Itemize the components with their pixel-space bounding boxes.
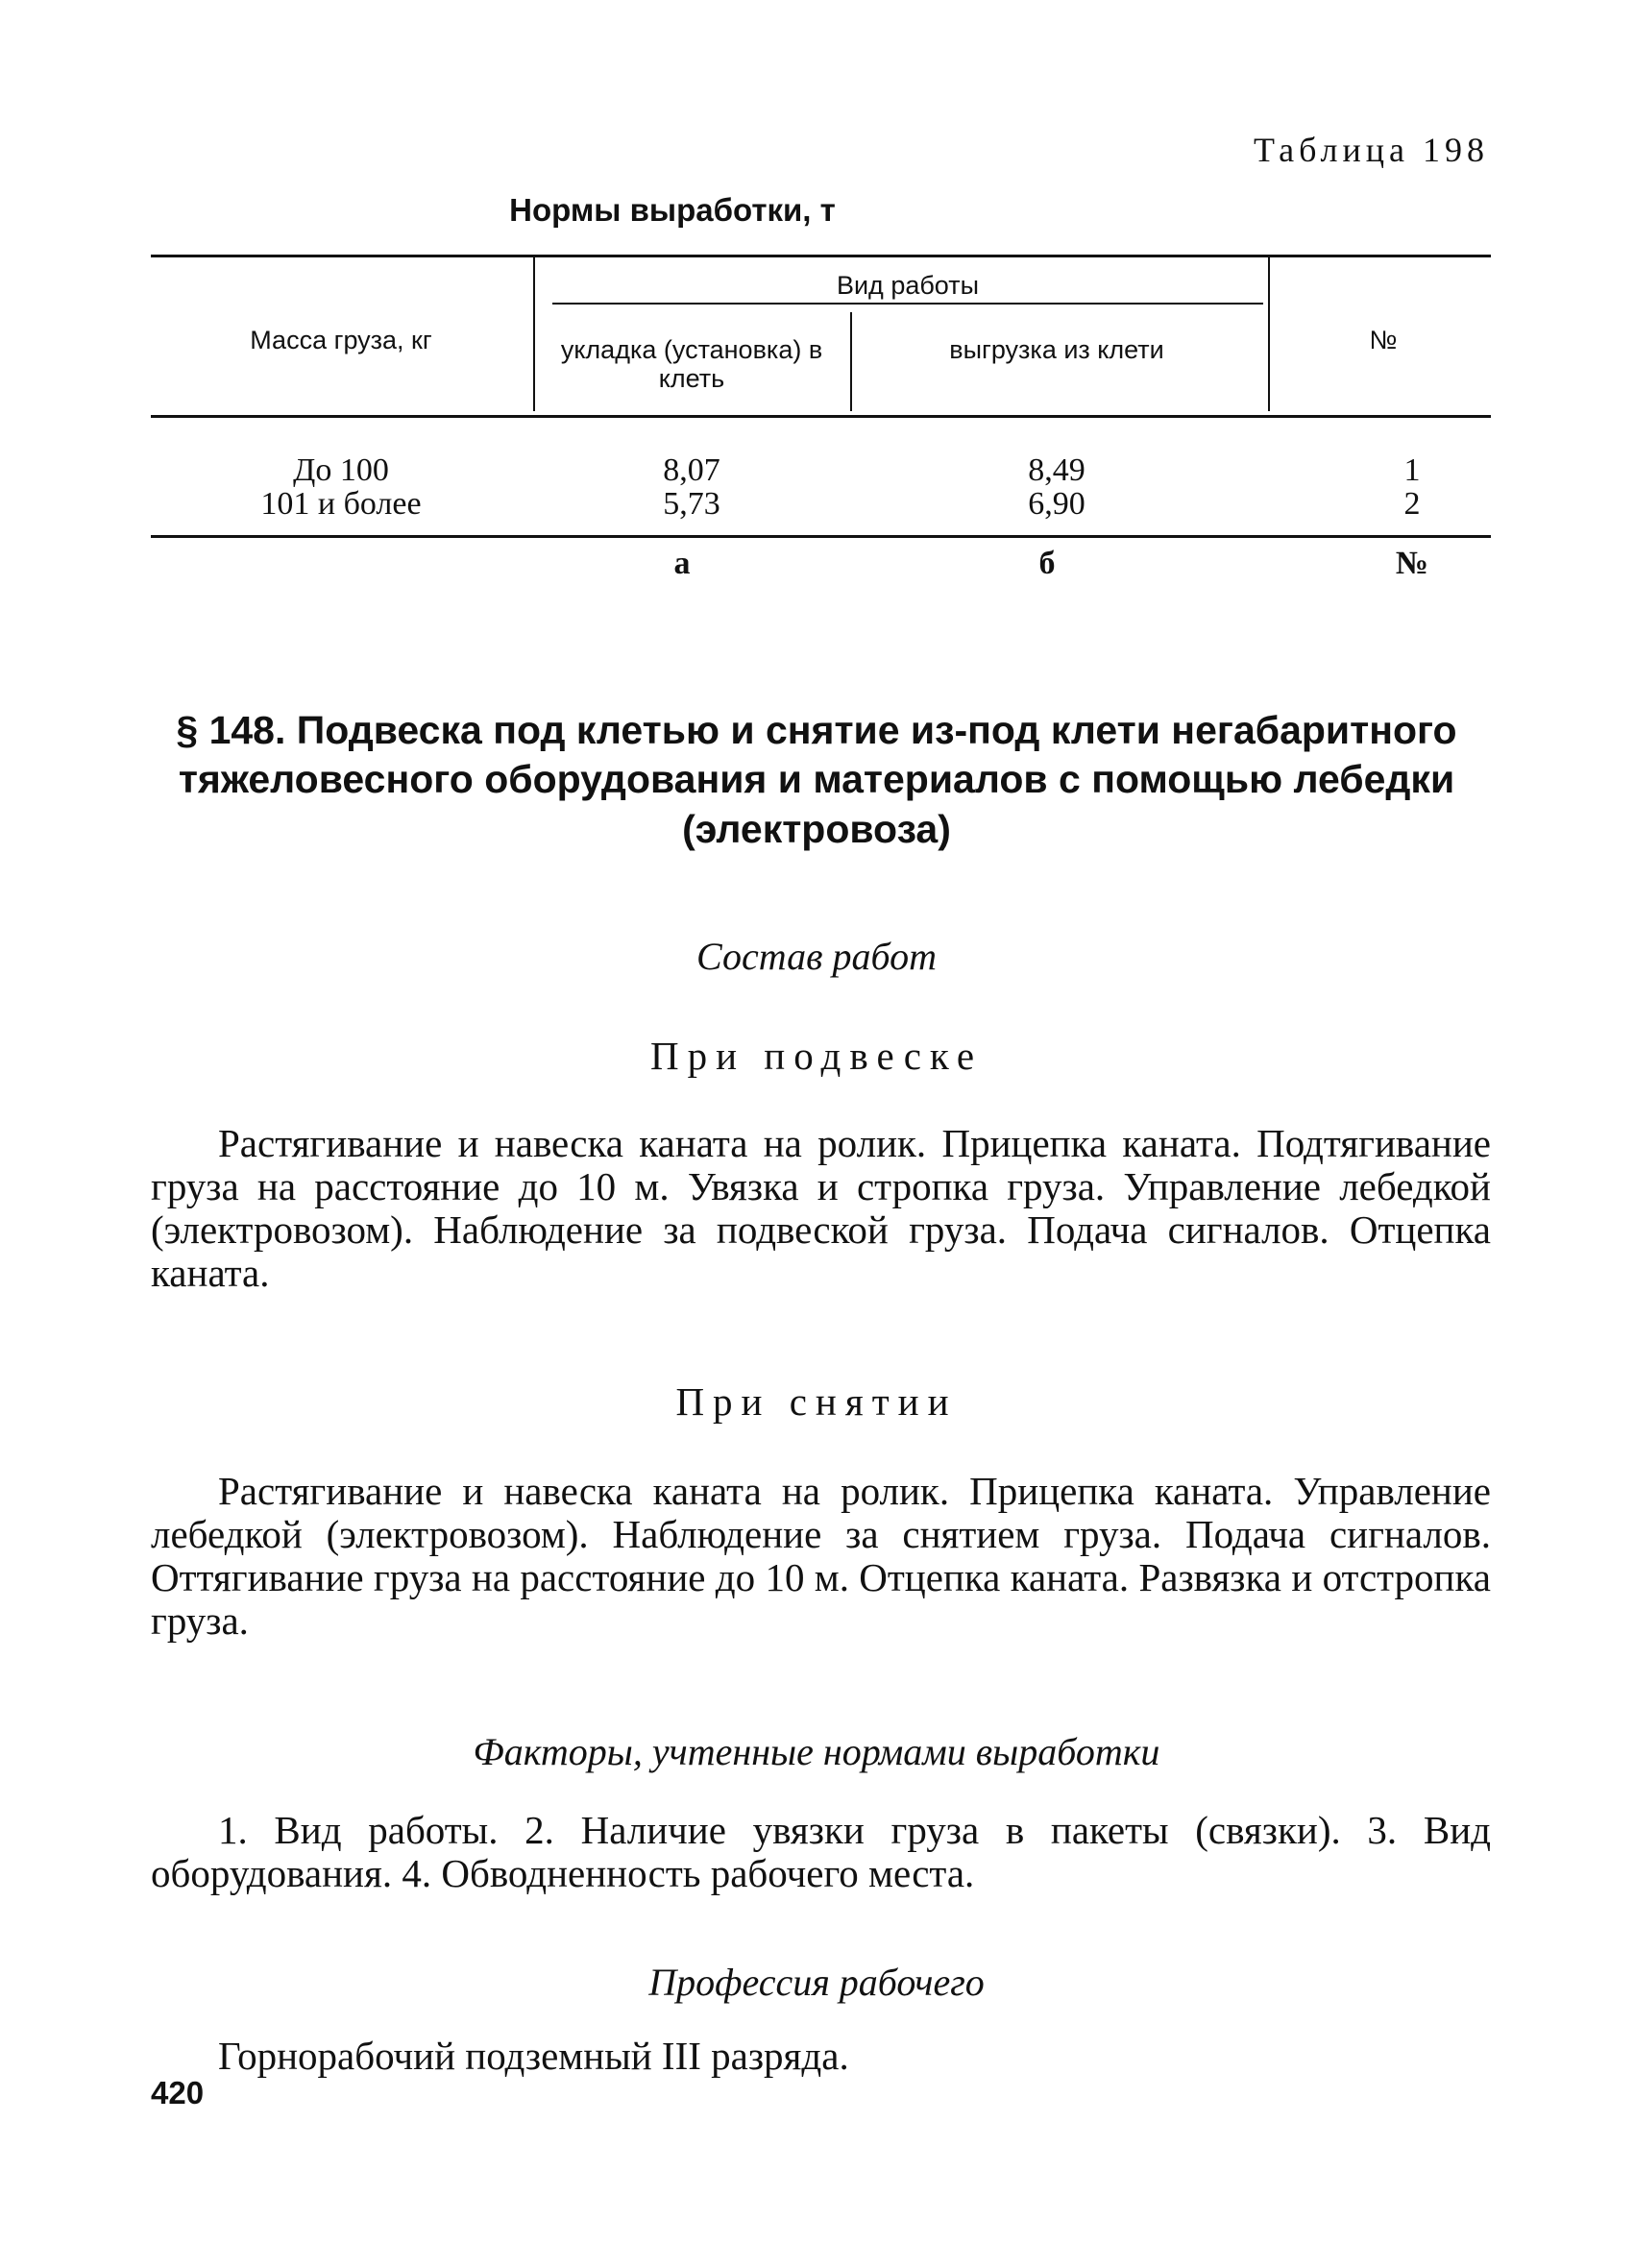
hanging-text: Растягивание и навеска каната на ролик. Прицепка каната. Подтягивание груза на расстояние до 10 м. Увязка и стропка груза. Управление лебедкой (электровозом). Наблюдение за подвеской груза. Подача сигналов. Отцепка каната. [151,1121,1491,1295]
body-bottom-rule [151,535,1491,538]
table-divider [1268,257,1270,411]
profession-text: Горнорабочий подземный III разряда. [218,2034,849,2078]
header-number: № [1369,326,1398,354]
table-title: Нормы выработки, т [509,192,836,228]
header-loading: укладка (установка) в клеть [560,335,823,393]
removal-text: Растягивание и навеска каната на ролик. Прицепка каната. Управление лебедкой (электровозом). Наблюдение за снятием груза. Подача сигналов. Оттягивание груза на расстояние до 10 м. Отцепка каната. Развязка и отстропка груза. [151,1469,1491,1643]
table-divider [533,257,535,411]
section-heading: § 148. Подвеска под клетью и снятие из-под клети негабаритного тяжеловесного оборудования и материалов с помощью лебедки (электровоза) [176,708,1457,851]
factors-text: 1. Вид работы. 2. Наличие увязки груза в пакеты (связки). 3. Вид оборудования. 4. Обводненность рабочего места. [151,1808,1491,1895]
cell-mass: 101 и более [260,486,422,522]
cell-unloading: 6,90 [1028,486,1085,522]
cell-number: 1 [1403,452,1421,488]
header-work-type: Вид работы [836,271,980,300]
cell-unloading: 8,49 [1028,452,1085,488]
composition-title: Состав работ [696,935,937,978]
table-label: Таблица 198 [1254,131,1489,169]
footer-number: № [1395,546,1429,581]
page-number: 420 [151,2075,205,2110]
header-unloading: выгрузка из клети [949,335,1164,364]
cell-number: 2 [1403,486,1421,522]
profession-title: Профессия рабочего [648,1961,985,2004]
cell-mass: До 100 [293,452,389,488]
footer-a: а [673,546,691,581]
cell-loading: 5,73 [663,486,720,522]
removal-title: При снятии [675,1379,958,1424]
header-mass: Масса груза, кг [250,326,432,354]
header-bottom-rule [151,415,1491,418]
footer-b: б [1038,546,1056,581]
work-type-rule [552,303,1263,305]
hanging-title: При подвеске [649,1034,984,1078]
table-top-rule [151,255,1491,257]
table-divider [850,312,852,411]
factors-title: Факторы, учтенные нормами выработки [473,1730,1160,1773]
cell-loading: 8,07 [663,452,720,488]
